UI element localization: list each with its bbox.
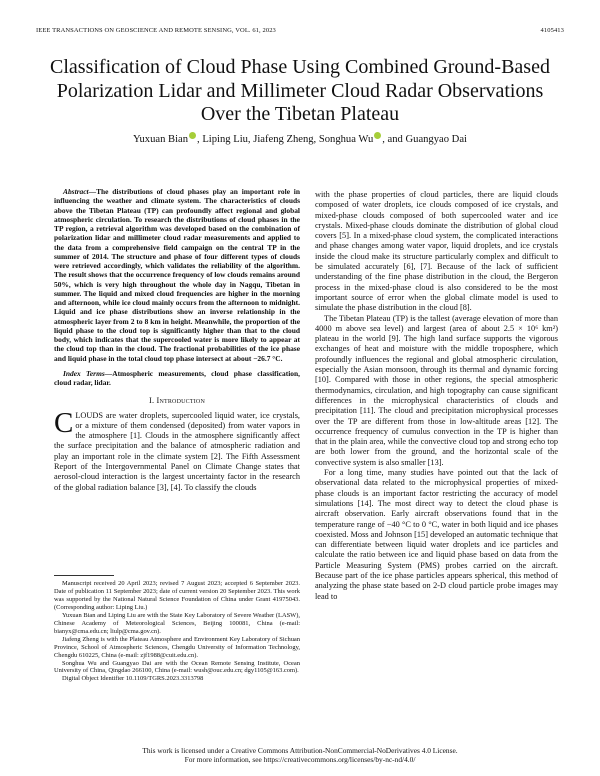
first-word: LOUDS <box>75 410 104 420</box>
abstract-text: —The distributions of cloud phases play an important role in influencing the weather and climate system. The characteristics of clouds above the Tibetan Plateau (TP) can profoundly affect regional and global atmospheric circulation. To research the distributions of cloud phases in the TP region, a retrieval algorithm was developed based on the combination of polarization lidar and millimeter cloud radar measurements and applied to the data from a comprehensive field campaign on the central TP in the summer of 2014. The structure and phase of four different types of clouds were retrieved accordingly, which validates the reliability of the algorithm. The result shows that the occurrence frequency of low clouds remains around 50%, which is very high throughout the whole day in Nagqu, Tibetan in summer. The liquid and mixed cloud frequencies are higher in the morning and afternoon, while ice cloud mainly occurs from the afternoon to midnight. Liquid and ice phase distributions show an inverse relationship in the atmospheric layer from 2 to 8 km in height. Meanwhile, the proportion of the liquid phase to the cloud top is significantly higher than that to the cloud body, which indicates that the supercooled water is more likely to appear at the cloud top than in the cloud. The fractional probabilities of the ice phase and liquid phase in the total cloud top phase intersect at about −26.7 °C. <box>54 187 300 363</box>
section-heading: I. Introduction <box>148 396 205 406</box>
index-terms-text: —Atmospheric measurements, cloud phase classification, cloud radar, lidar. <box>54 368 300 387</box>
footnote-affiliation-1: Yuxuan Bian and Liping Liu are with the State Key Laboratory of Severe Weather (LASW), Chinese Academy of Meteorological Sciences, Beijing 100081, China (e-mail: bianyx@cma.edu.cn; liulp@cma.gov.cn). <box>54 611 300 635</box>
left-column <box>54 187 300 493</box>
paper-title: Classification of Cloud Phase Using Combined Ground-Based Polarization Lidar and Millimeter Cloud Radar Observations Over the Tibetan Plateau <box>50 56 550 125</box>
body-paragraph: with the phase properties of cloud particles, there are liquid clouds composed of water droplets, ice clouds composed of ice crystals, and mixed-phase clouds composed of both supercooled water and ice crystals. Mixed-phase clouds dominate the distribution of global cloud covers [5]. In a mixed-phase cloud system, the complicated interactions and phase changes among water vapor, liquid droplets, and ice crystals inside the cloud make its structure particularly complex and difficult to be simulated accurately [6], [7]. Because of the lack of sufficient understanding of the fine phase distribution in the cloud, the Bergeron process in the mixed-phase cloud is also considered to be the most important source of error when the global climate model is used to simulate the phase distribution in the cloud [8]. <box>315 190 558 313</box>
article-number: 4105413 <box>540 27 564 34</box>
index-terms-label: Index Terms <box>63 368 105 378</box>
index-terms <box>54 369 300 388</box>
license-notice <box>40 746 560 765</box>
intro-text: are water droplets, supercooled liquid water, ice crystals, or a mixture of them condensed (deposited) from water vapors in the atmosphere [1]. Clouds in the atmosphere significantly affect the surface precipitation and the balance of atmospheric radiation and play an important role in the climate system [2]. The Fifth Assessment Report of the Intergovernmental Panel on Climate Change states that aerosol-cloud interaction is the largest uncertainty factor in the research of the global radiation balance [3], [4]. To classify the clouds <box>54 410 300 492</box>
author-list <box>40 132 560 145</box>
license-line-2[interactable]: For more information, see https://creativecommons.org/licenses/by-nc-nd/4.0/ <box>184 755 416 765</box>
orcid-icon[interactable] <box>374 132 381 139</box>
body-paragraph: The Tibetan Plateau (TP) is the tallest (average elevation of more than 4000 m above sea level) and largest (area of about 2.5 × 10⁶ km²) plateau in the world [9]. The high land surface supports the vigorous exchanges of heat and moisture with the middle troposphere, which profoundly influences the regional and global atmospheric circulation, especially the Asian monsoon, through its thermal and dynamic forcing [10]. Compared with those in other regions, the special atmospheric thermodynamics, circulation, and high topography can cause significant differences in the microphysical characteristics of clouds and precipitation [11]. The cloud and precipitation microphysical processes over the TP are different from those in low-altitude areas [12]. The occurrence frequency of cumulus convection in the TP is higher than that in the plain area, while the convective cloud top and strong echo top are both lower from the ground, and the horizontal scale of the convective system is also smaller [13]. <box>315 313 558 467</box>
intro-paragraph <box>54 406 300 493</box>
footnote-affiliation-2: Jiafeng Zheng is with the Plateau Atmosphere and Environment Key Laboratory of Sichuan Province, School of Atmospheric Sciences, Chengdu University of Information Technology, Chengdu 610225, China (e-mail: zjf1988@cuit.edu.cn). <box>54 635 300 659</box>
right-column <box>315 190 558 602</box>
author-2-4: , Liping Liu, Jiafeng Zheng, Songhua Wu <box>197 134 374 145</box>
running-header <box>36 27 564 39</box>
abstract <box>54 187 300 363</box>
footnote-manuscript: Manuscript received 20 April 2023; revised 7 August 2023; accepted 6 September 2023. Date of publication 11 September 2023; date of current version 20 September 2023. This work was supported by the National Natural Science Foundation of China under Grant 41975043. (Corresponding author: Liping Liu.) <box>54 580 300 611</box>
license-line-1: This work is licensed under a Creative Commons Attribution-NonCommercial-NoDerivatives 4.0 License. <box>142 746 458 755</box>
author-1: Yuxuan Bian <box>133 134 189 145</box>
body-paragraph: For a long time, many studies have pointed out that the lack of observational data related to the microphysical properties of mixed-phase clouds is an important factor restricting the accuracy of model simulations [14]. The most direct way to detect the cloud phase is aircraft observation. Early aircraft observations found that in the temperature range of −40 °C to 0 °C, water in both liquid and ice phases coexisted. Moss and Johnson [15] developed an automatic technique that can differentiate between liquid water droplets and ice particles and calculate the ratio between ice and liquid phase based on data from the Particle Measuring System (PMS) probes carried on the aircraft. Because part of the ice phase particles appears spherical, this method of analyzing the phase state based on 2-D cloud particle probe images may lead to <box>315 468 558 601</box>
drop-cap: C <box>54 406 74 439</box>
author-5: , and Guangyao Dai <box>382 134 467 145</box>
orcid-icon[interactable] <box>189 132 196 139</box>
footnotes <box>54 580 300 683</box>
footnote-doi: Digital Object Identifier 10.1109/TGRS.2023.3313798 <box>62 675 204 683</box>
abstract-label: Abstract <box>63 187 89 196</box>
footnote-affiliation-3: Songhua Wu and Guangyao Dai are with the Ocean Remote Sensing Institute, Ocean University of China, Qingdao 266100, China (e-mail: wush@ouc.edu.cn; dgy1105@163.com). <box>54 659 300 675</box>
footnote-rule <box>54 575 114 576</box>
journal-name: IEEE TRANSACTIONS ON GEOSCIENCE AND REMOTE SENSING, VOL. 61, 2023 <box>36 27 276 34</box>
